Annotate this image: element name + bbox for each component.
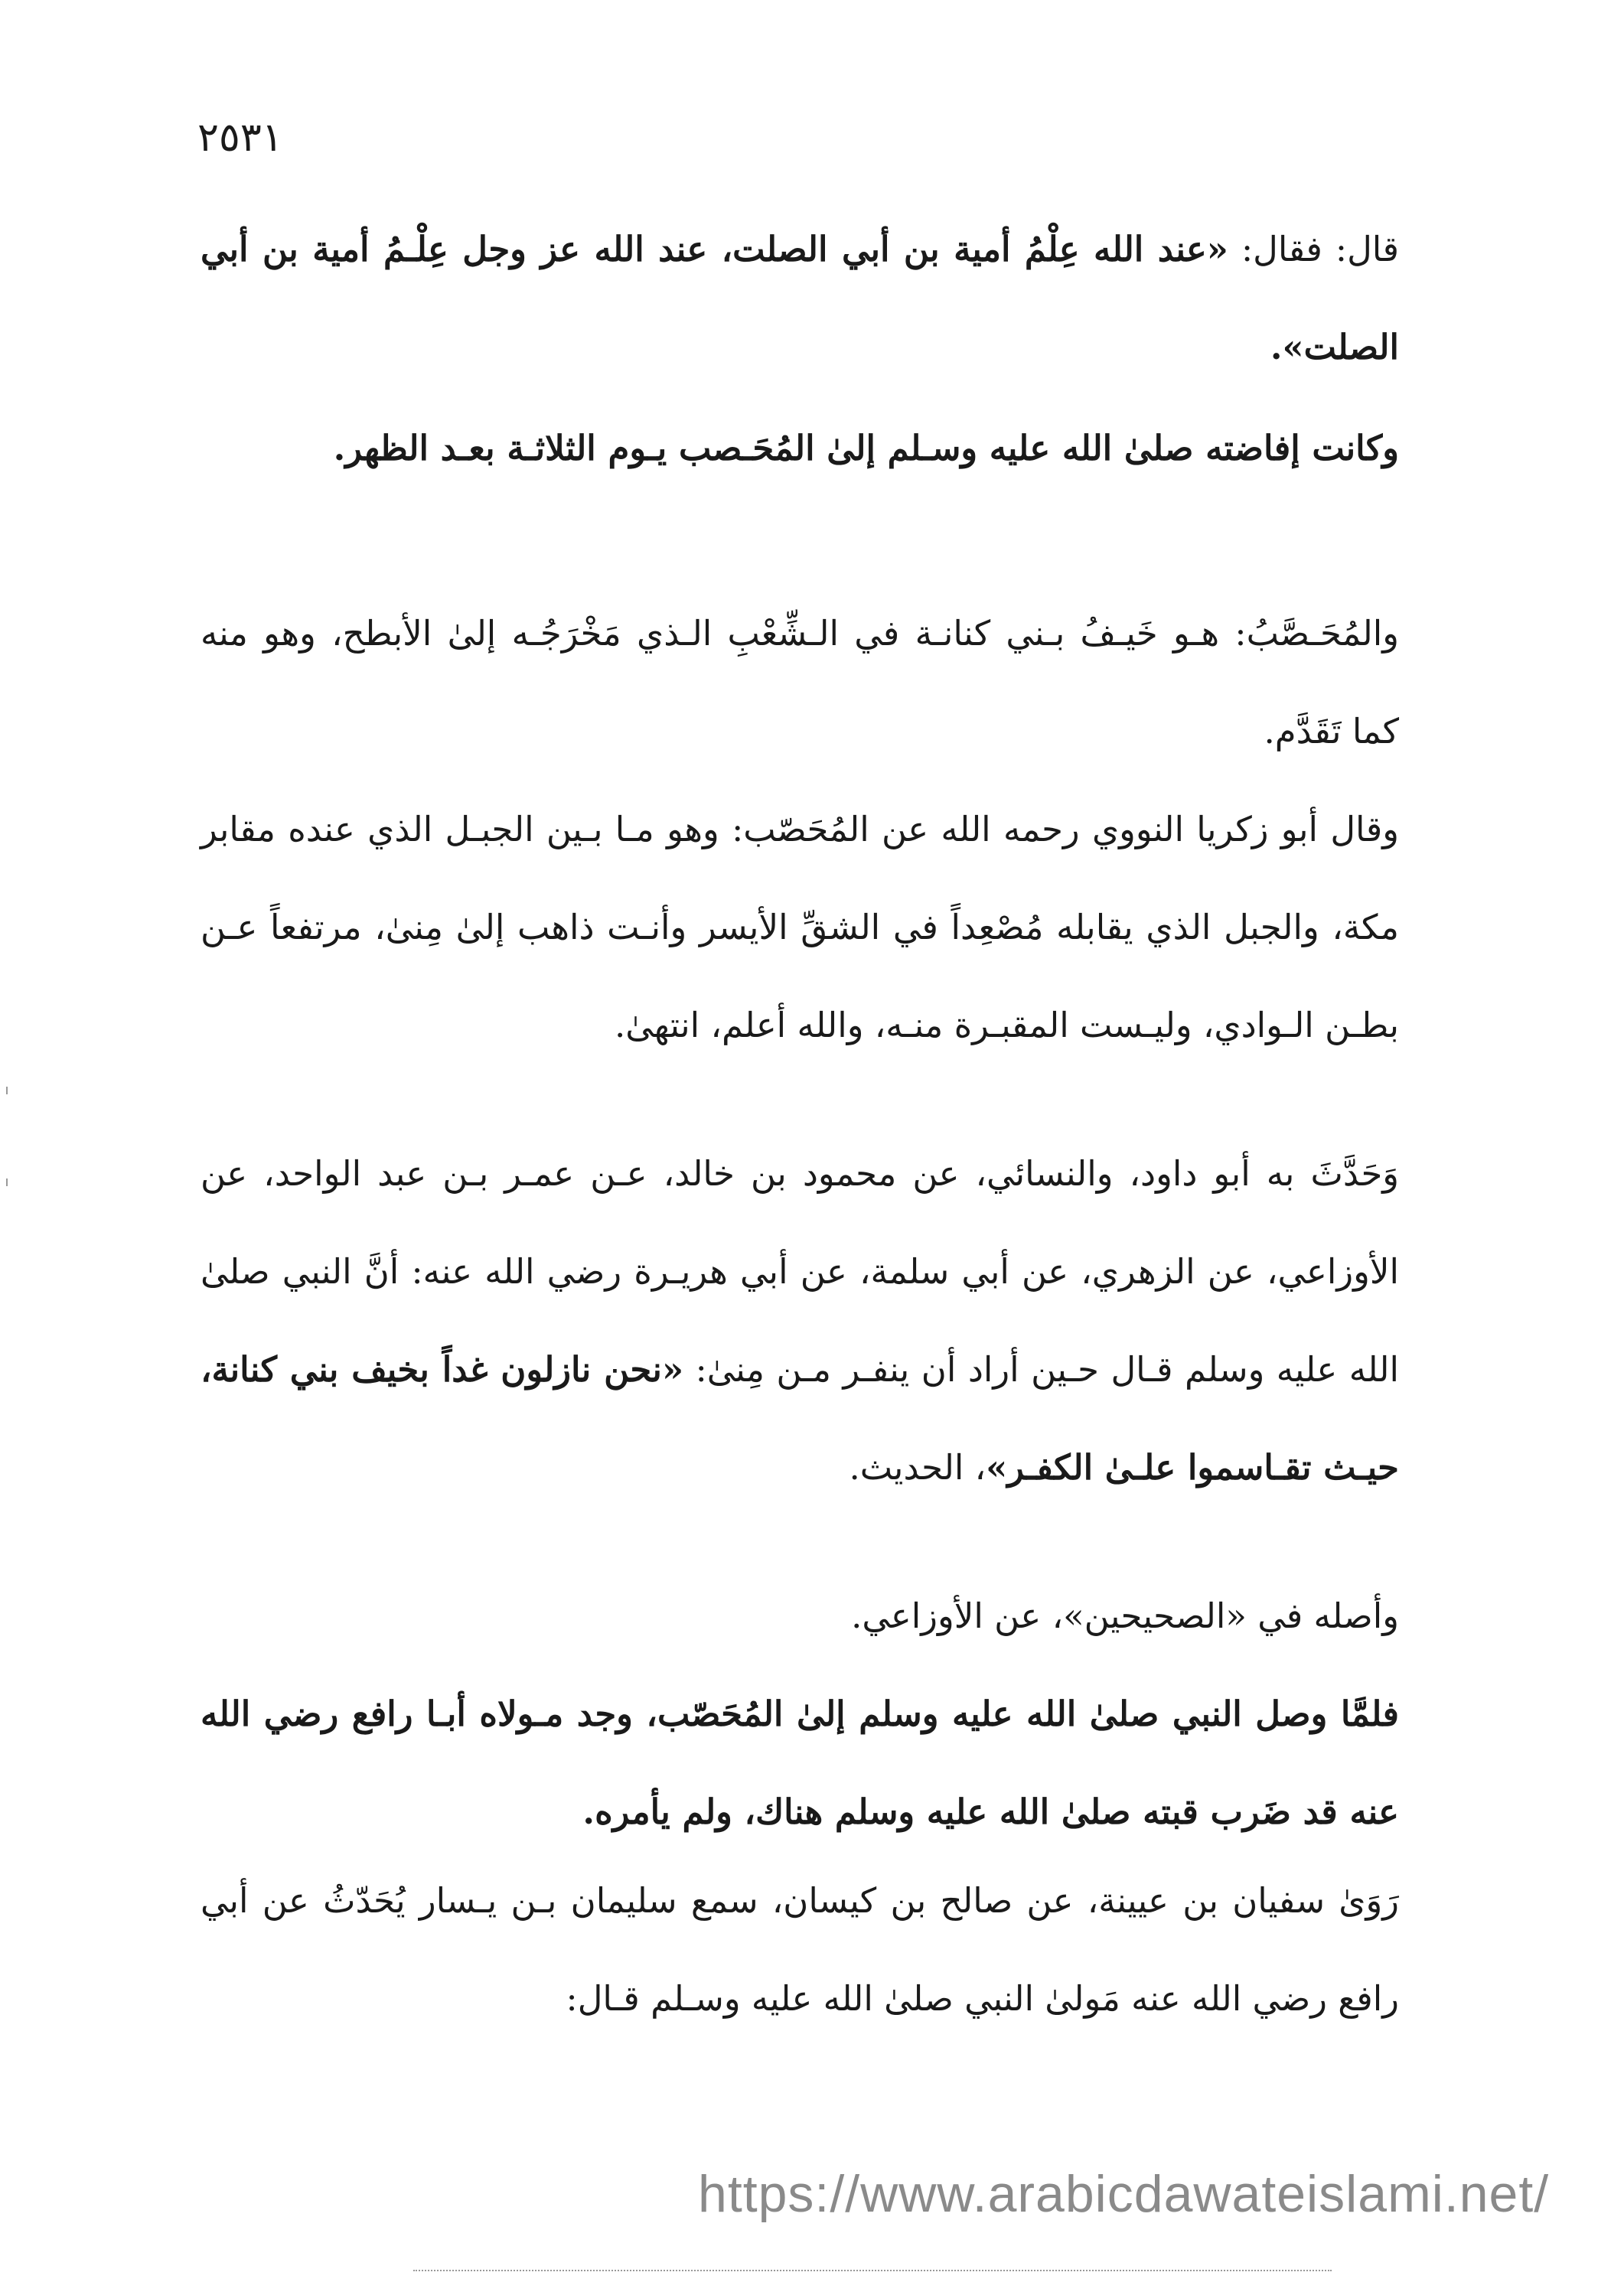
- paragraph-6: [201, 1567, 1399, 1665]
- paragraph-7-text: فلمَّا وصل النبي صلىٰ الله عليه وسلم إلىٰ المُحَصّب، وجد مـولاه أبـا رافع رضي الله عنه قد ضَرب قبته صلىٰ الله عليه وسلم هناك، ولم يأمره.: [201, 1694, 1399, 1832]
- paragraph-1-lead: قال: فقال:: [1228, 229, 1400, 269]
- paragraph-5-tail: ، الحديث.: [849, 1447, 986, 1488]
- paragraph-7: [201, 1665, 1399, 1861]
- paragraph-5: [201, 1125, 1399, 1517]
- bottom-scan-marks: [413, 2270, 1332, 2274]
- paragraph-5-quote: «نحن نازلون غداً بخيف بني كنانة، حيـث تقـاسموا علـىٰ الكفـر»: [201, 1349, 1399, 1488]
- paragraph-1-quote: «عند الله عِلْمُ أمية بن أبي الصلت، عند الله عز وجل عِلْـمُ أمية بن أبي الصلت».: [201, 229, 1399, 367]
- watermark-url: https://www.arabicdawateislami.net/: [698, 2165, 1550, 2223]
- paragraph-2-text: وكانت إفاضته صلىٰ الله عليه وسـلم إلىٰ المُحَـصب يـوم الثلاثـة بعـد الظهر.: [333, 428, 1399, 468]
- page-number: ٢٥٣١: [197, 115, 283, 161]
- paragraph-1: [201, 200, 1399, 396]
- paragraph-4: [201, 781, 1399, 1074]
- paragraph-4-text: وقال أبو زكريا النووي رحمه الله عن المُحَصّب: وهو مـا بـين الجبـل الذي عنده مقابر مكة، والجبل الذي يقابله مُصْعِداً في الشقِّ الأيسر وأنـت ذاهب إلىٰ مِنىٰ، مرتفعاً عـن بطـن الـوادي، وليـست المقبـرة منـه، والله أعلم، انتهىٰ.: [201, 809, 1399, 1045]
- paragraph-6-text: وأصله في «الصحيحين»، عن الأوزاعي.: [851, 1596, 1399, 1636]
- paragraph-2: [201, 399, 1399, 497]
- paragraph-3-text: والمُحَـصَّبُ: هـو خَيـفُ بـني كنانـة في الـشِّعْبِ الـذي مَخْرَجُـه إلىٰ الأبطح، وهو منه كما تَقَدَّم.: [201, 613, 1399, 751]
- paragraph-8-text: رَوَىٰ سفيان بن عيينة، عن صالح بن كيسان، سمع سليمان بـن يـسار يُحَدّثُ عن أبي رافع رضي الله عنه مَولىٰ النبي صلىٰ الله عليه وسـلم قـال:: [201, 1880, 1399, 2019]
- margin-mark: [6, 1178, 8, 1186]
- paragraph-3: [201, 585, 1399, 781]
- margin-mark: [6, 1087, 8, 1094]
- paragraph-8: [201, 1852, 1399, 2048]
- paragraph-5-text: وَحَدَّثَ به أبو داود، والنسائي، عن محمود بن خالد، عـن عمـر بـن عبد الواحد، عن الأوزاعي، عن الزهري، عن أبي سلمة، عن أبي هريـرة رضي الله عنه: أنَّ النبي صلىٰ الله عليه وسلم قـال حـين أراد أن ينفـر مـن مِنىٰ:: [201, 1153, 1399, 1390]
